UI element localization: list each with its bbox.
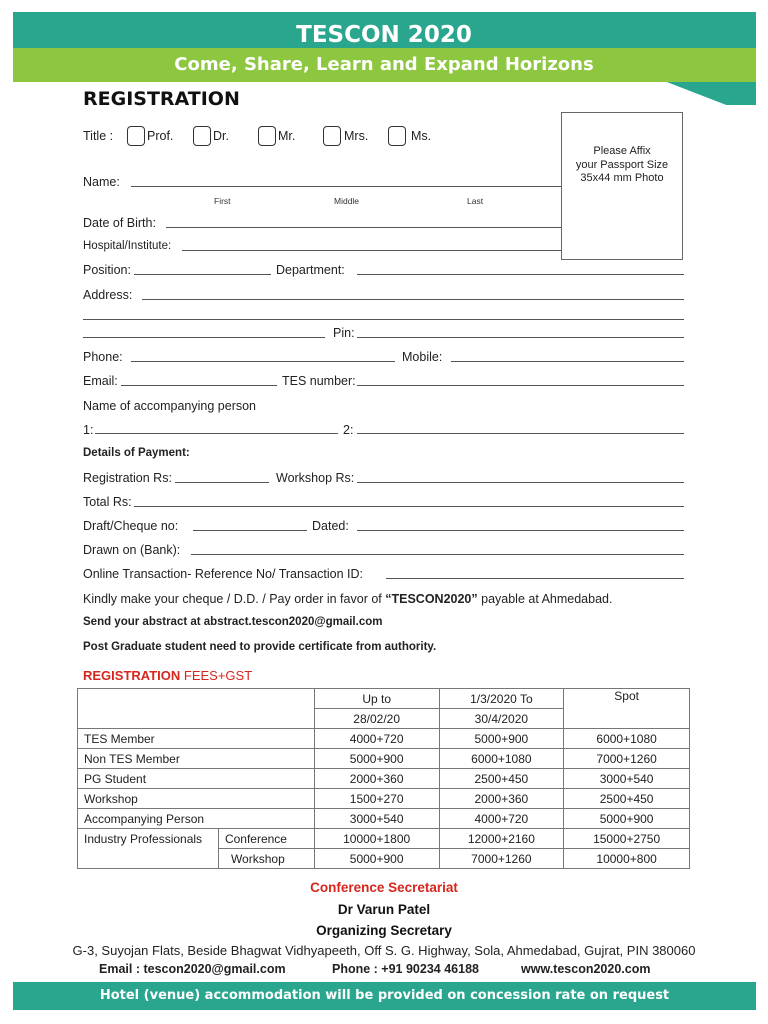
- position-field[interactable]: [134, 274, 271, 275]
- fees-value: 15000+2750: [564, 829, 690, 849]
- passport-photo-box: [561, 112, 683, 260]
- fees-value: 2000+360: [314, 769, 439, 789]
- registration-rs-label: Registration Rs:: [83, 471, 172, 485]
- table-row: [78, 809, 690, 829]
- secretariat-email[interactable]: Email : tescon2020@gmail.com: [99, 962, 286, 976]
- online-transaction-field[interactable]: [386, 578, 684, 579]
- fees-value: 5000+900: [564, 809, 690, 829]
- fees-header-early-line2: 28/02/20: [314, 709, 439, 729]
- draft-field[interactable]: [193, 530, 307, 531]
- table-row: [78, 829, 690, 849]
- fees-title: [83, 668, 252, 683]
- mobile-label: Mobile:: [402, 350, 443, 364]
- tes-number-field[interactable]: [357, 385, 684, 386]
- secretariat-phone[interactable]: Phone : +91 90234 46188: [332, 962, 479, 976]
- cheque-note-post: payable at Ahmedabad.: [477, 592, 613, 606]
- fees-value: 10000+1800: [314, 829, 439, 849]
- fees-category: TES Member: [78, 729, 315, 749]
- name-first-caption: First: [214, 196, 231, 206]
- registration-heading: REGISTRATION: [83, 88, 240, 110]
- fees-header-spot: Spot: [564, 689, 690, 729]
- department-field[interactable]: [357, 274, 684, 275]
- fees-header-regular-line1: 1/3/2020 To: [439, 689, 564, 709]
- name-label: Name:: [83, 175, 120, 189]
- fees-header-early-line1: Up to: [314, 689, 439, 709]
- conference-tagline: Come, Share, Learn and Expand Horizons: [174, 54, 594, 75]
- fees-value: 7000+1260: [564, 749, 690, 769]
- fees-value: 10000+800: [564, 849, 690, 869]
- accompanying-2-field[interactable]: [357, 433, 684, 434]
- accompanying-1-label: 1:: [83, 423, 94, 437]
- phone-label: Phone:: [83, 350, 123, 364]
- dob-label: Date of Birth:: [83, 216, 156, 230]
- abstract-note: Send your abstract at abstract.tescon2020@gmail.com: [83, 616, 383, 628]
- title-option-dr: Dr.: [213, 129, 229, 143]
- address-field-line-1[interactable]: [142, 299, 684, 300]
- name-field[interactable]: [131, 186, 561, 187]
- department-label: Department:: [276, 263, 345, 277]
- draft-label: Draft/Cheque no:: [83, 519, 179, 533]
- drawn-on-field[interactable]: [191, 554, 684, 555]
- photo-text-line-1: Please Affix: [593, 145, 651, 157]
- workshop-rs-field[interactable]: [357, 482, 684, 483]
- fees-value: 12000+2160: [439, 829, 564, 849]
- email-label: Email:: [83, 374, 118, 388]
- hospital-field[interactable]: [182, 250, 561, 251]
- fees-category: Workshop: [78, 789, 315, 809]
- accompanying-2-label: 2:: [343, 423, 354, 437]
- secretariat-website[interactable]: www.tescon2020.com: [521, 962, 651, 976]
- accompanying-label: Name of accompanying person: [83, 399, 257, 413]
- photo-text-line-2: your Passport Size: [575, 158, 669, 171]
- dated-label: Dated:: [312, 519, 349, 533]
- address-field-line-3[interactable]: [83, 337, 325, 338]
- fees-category: Non TES Member: [78, 749, 315, 769]
- photo-text-line-3: 35x44 mm Photo: [580, 172, 664, 184]
- address-field-line-2[interactable]: [83, 319, 684, 320]
- title-checkbox-ms[interactable]: [388, 126, 406, 146]
- online-transaction-label: Online Transaction- Reference No/ Transaction ID:: [83, 567, 363, 581]
- workshop-rs-label: Workshop Rs:: [276, 471, 355, 485]
- fees-value: 4000+720: [314, 729, 439, 749]
- title-option-mr: Mr.: [278, 129, 296, 143]
- fees-header-row-1: [78, 689, 690, 709]
- fees-value: 5000+900: [314, 749, 439, 769]
- position-label: Position:: [83, 263, 131, 277]
- title-checkbox-dr[interactable]: [193, 126, 211, 146]
- fees-category: PG Student: [78, 769, 315, 789]
- registration-rs-field[interactable]: [175, 482, 269, 483]
- table-row: [78, 769, 690, 789]
- pin-label: Pin:: [333, 326, 355, 340]
- fees-value: 5000+900: [439, 729, 564, 749]
- name-last-caption: Last: [467, 196, 484, 206]
- table-row: [78, 749, 690, 769]
- tes-number-label: TES number:: [282, 374, 356, 388]
- pin-field[interactable]: [357, 337, 684, 338]
- fees-category: Accompanying Person: [78, 809, 315, 829]
- fees-value: 2500+450: [564, 789, 690, 809]
- secretariat-heading: Conference Secretariat: [310, 880, 458, 895]
- title-option-mrs: Mrs.: [344, 129, 369, 143]
- name-middle-caption: Middle: [334, 196, 360, 206]
- fees-value: 4000+720: [439, 809, 564, 829]
- cheque-note-pre: Kindly make your cheque / D.D. / Pay order in favor of: [83, 592, 386, 606]
- dated-field[interactable]: [357, 530, 684, 531]
- title-label: Title :: [83, 129, 114, 143]
- title-checkbox-prof[interactable]: [127, 126, 145, 146]
- fees-header-blank: [78, 689, 315, 729]
- total-rs-label: Total Rs:: [83, 495, 132, 509]
- table-row: [78, 789, 690, 809]
- title-option-ms: Ms.: [411, 129, 432, 143]
- total-rs-field[interactable]: [134, 506, 684, 507]
- fees-category: Industry Professionals: [78, 829, 219, 849]
- fees-value: 7000+1260: [439, 849, 564, 869]
- fees-value: 6000+1080: [439, 749, 564, 769]
- title-checkbox-mr[interactable]: [258, 126, 276, 146]
- cheque-note-payee: “TESCON2020”: [385, 592, 478, 606]
- fees-value: 3000+540: [314, 809, 439, 829]
- table-row: [78, 729, 690, 749]
- fees-header-regular-line2: 30/4/2020: [439, 709, 564, 729]
- title-option-prof: Prof.: [147, 129, 174, 143]
- secretariat-address: G-3, Suyojan Flats, Beside Bhagwat Vidhyapeeth, Off S. G. Highway, Sola, Ahmedabad, Gujrat, PIN 380060: [72, 943, 696, 958]
- fees-value: 2500+450: [439, 769, 564, 789]
- fees-value: 1500+270: [314, 789, 439, 809]
- secretariat-name: Dr Varun Patel: [337, 902, 431, 917]
- payment-heading: Details of Payment:: [83, 447, 190, 459]
- cheque-note: [83, 592, 612, 606]
- phone-field[interactable]: [131, 361, 395, 362]
- fees-value: 3000+540: [564, 769, 690, 789]
- address-label: Address:: [83, 288, 133, 302]
- fees-title-bold: REGISTRATION: [83, 668, 181, 683]
- secretariat-role: Organizing Secretary: [316, 923, 452, 938]
- fees-value: 5000+900: [314, 849, 439, 869]
- fees-value: 6000+1080: [564, 729, 690, 749]
- drawn-on-label: Drawn on (Bank):: [83, 543, 181, 557]
- fees-title-rest: FEES+GST: [180, 668, 253, 683]
- footer-note: Hotel (venue) accommodation will be provided on concession rate on request: [13, 982, 756, 1010]
- conference-title: TESCON 2020: [296, 22, 472, 48]
- fees-subcategory: Conference: [218, 829, 314, 849]
- fees-subcategory: Workshop: [218, 849, 314, 869]
- fees-value: 2000+360: [439, 789, 564, 809]
- hospital-label: Hospital/Institute:: [83, 240, 172, 252]
- mobile-field[interactable]: [451, 361, 684, 362]
- accompanying-1-field[interactable]: [95, 433, 338, 434]
- pg-note: Post Graduate student need to provide certificate from authority.: [83, 641, 437, 653]
- table-row: [78, 849, 690, 869]
- dob-field[interactable]: [166, 227, 561, 228]
- fees-table: [77, 688, 690, 869]
- fees-category: [78, 849, 219, 869]
- title-checkbox-mrs[interactable]: [323, 126, 341, 146]
- email-field[interactable]: [121, 385, 277, 386]
